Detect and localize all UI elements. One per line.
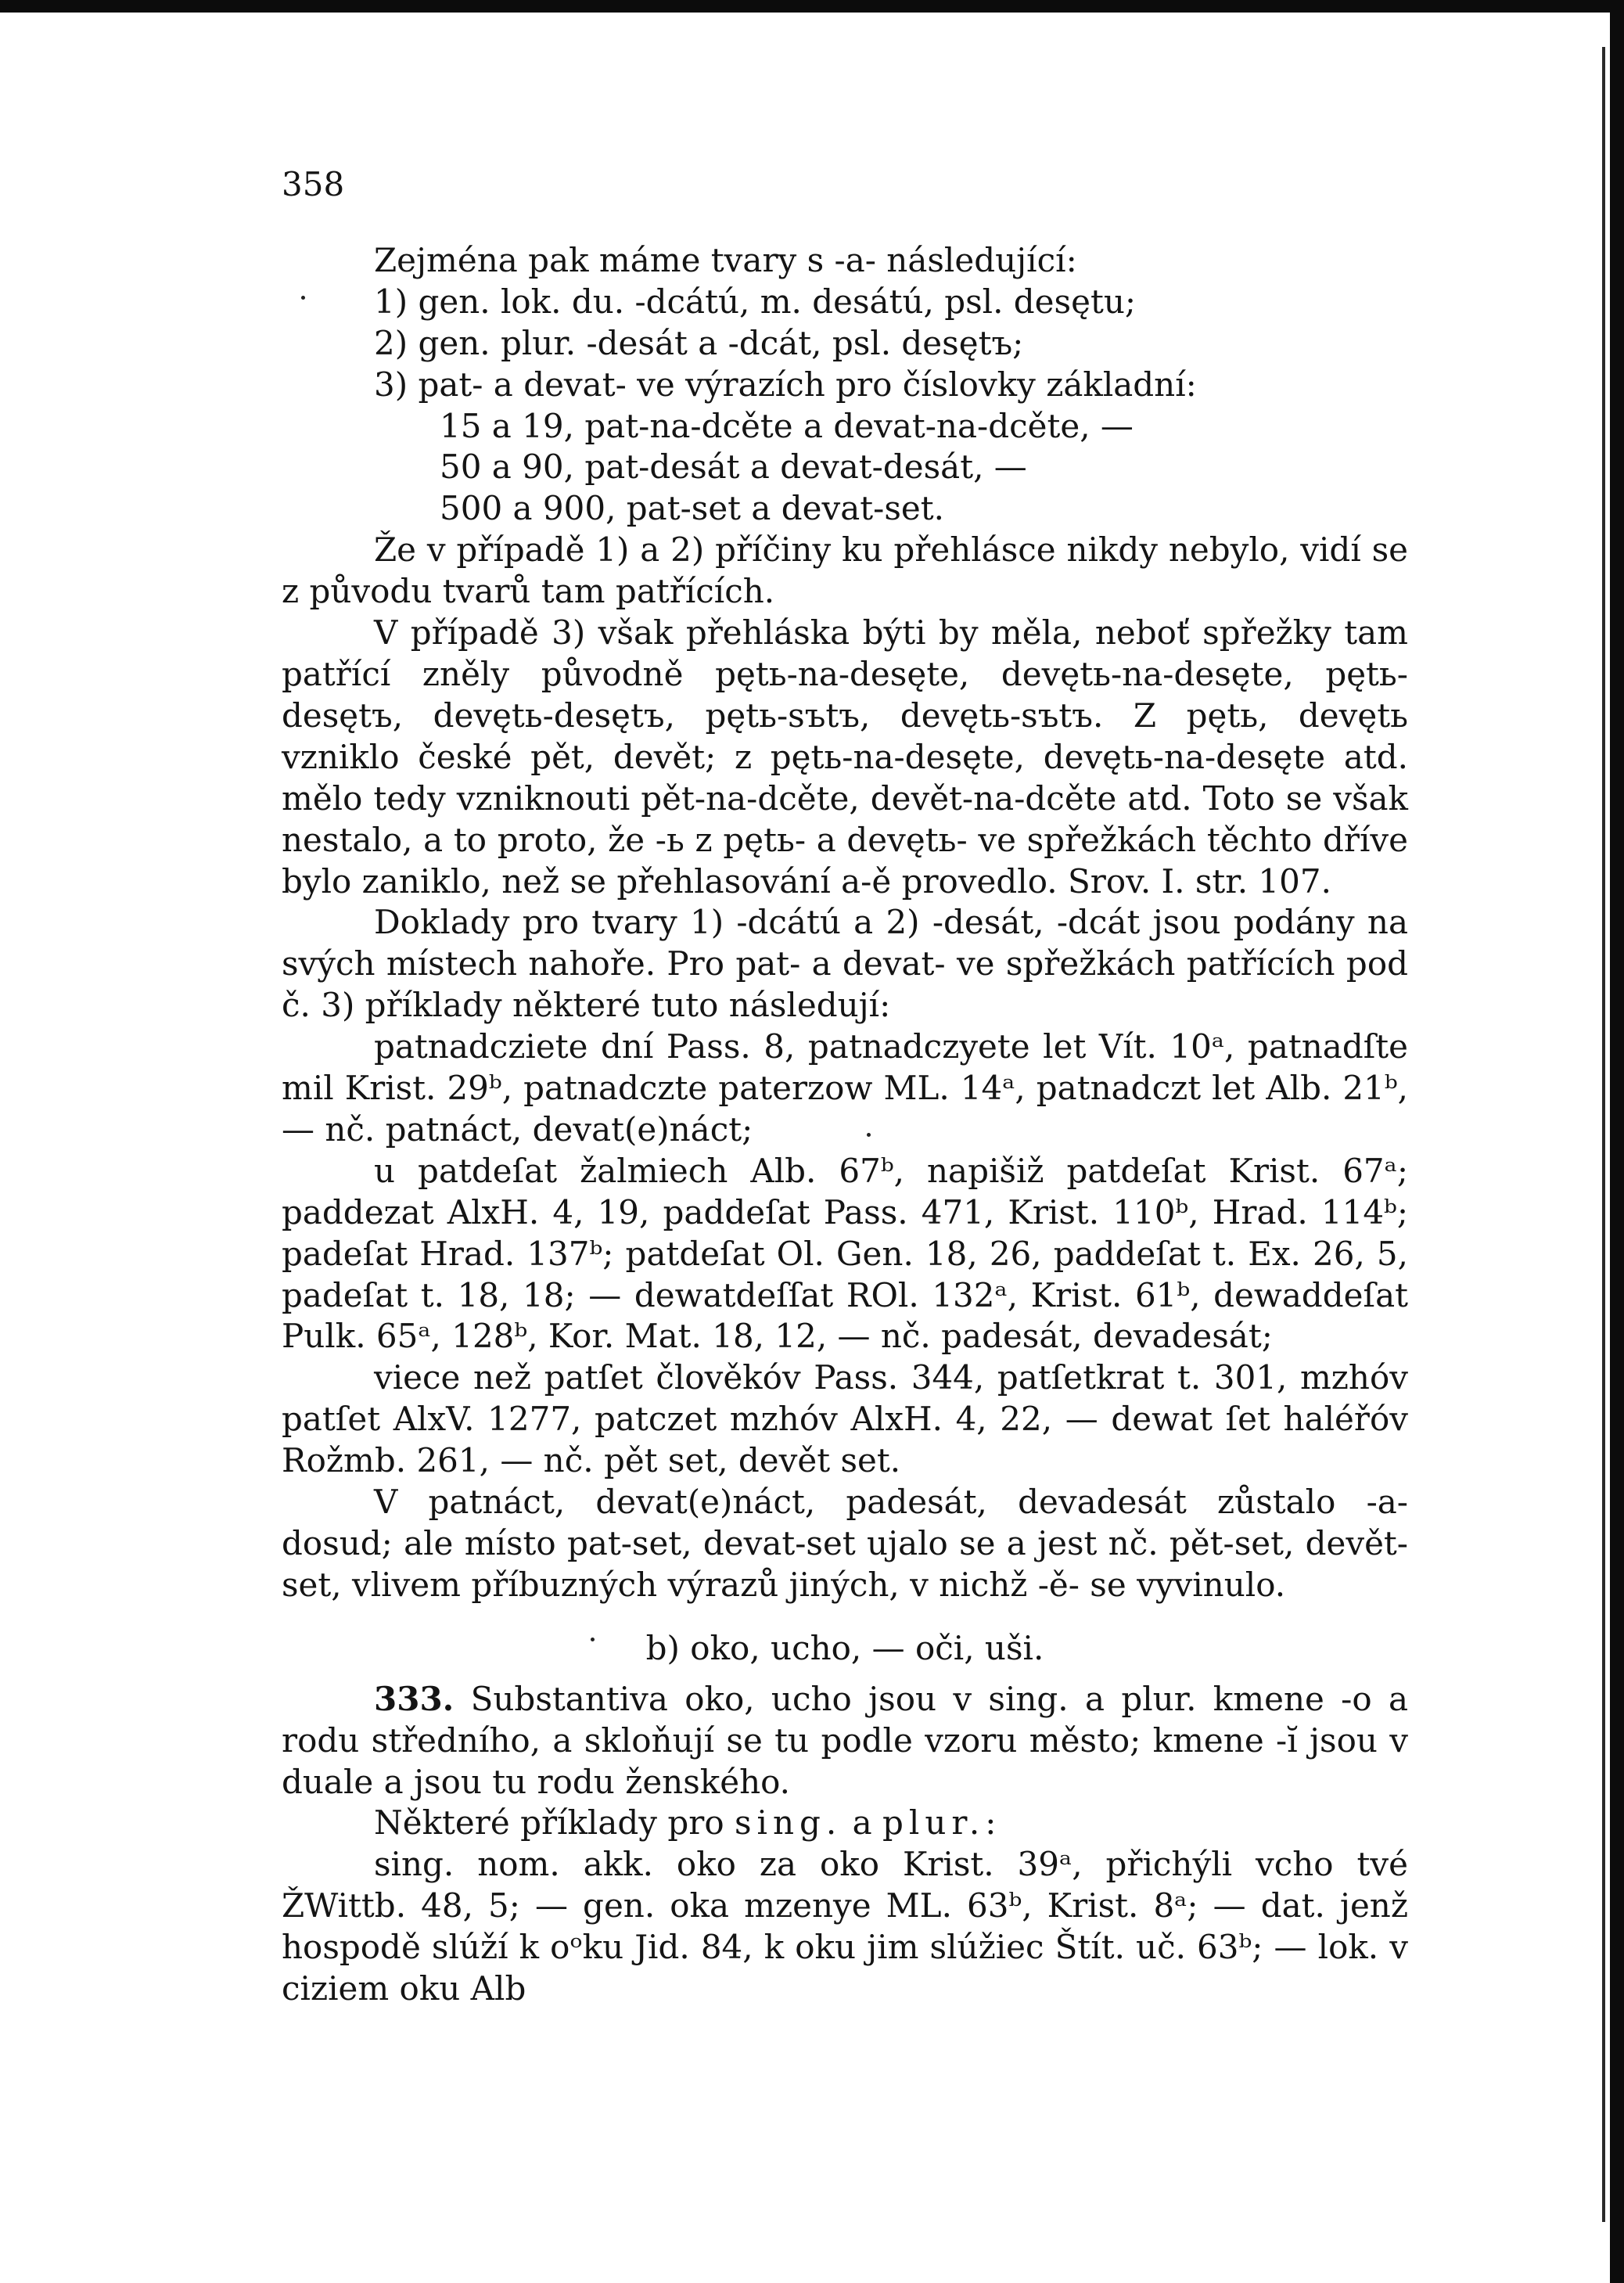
examples-padesat: u patdeſat žalmiech Alb. 67ᵇ, napišiž patdeſat Krist. 67ᵃ; paddezat AlxH. 4, 19, paddeſat Pass. 471, Krist. 110ᵇ, Hrad. 114ᵇ; padeſat Hrad. 137ᵇ; patdeſat Ol. Gen. 18, 26, paddeſat t. Ex. 26, 5, padeſat t. 18, 18; — dewatdeſſat ROl. 132ᵃ, Krist. 61ᵇ, dewaddeſat Pulk. 65ᵃ, 128ᵇ, Kor. Mat. 18, 12, — nč. padesát, devadesát; <box>282 1151 1408 1356</box>
sub-item-500-900: 500 a 900, pat-set a devat-set. <box>440 489 945 528</box>
examples-intro-and: a <box>852 1803 872 1843</box>
section-heading: b) oko, ucho, — oči, uši. <box>645 1628 1044 1667</box>
paragraph-case-3: V případě 3) však přehláska býti by měla, neboť spřežky tam patřící zněly původně pętь-na-desęte, devętь-na-desęte, pętь-desętъ, devętь-desętъ, pętь-sъtъ, devętь-sъtъ. Z pętь, devętь vzniklo české pět, devět; z pętь-na-desęte, devętь-na-desęte atd. mělo tedy vzniknouti pět-na-dcěte, devět-na-dcěte atd. Toto se však nestalo, a to proto, že -ь z pętь- a devętь- ve spřežkách těchto dříve bylo zaniklo, než se přehlasování a-ě provedlo. Srov. I. str. 107. <box>282 613 1408 901</box>
paragraph-conclusion: V patnáct, devat(e)náct, padesát, devadesát zůstalo -a- dosud; ale místo pat-set, devat-set ujalo se a jest nč. pět-set, devět-set, vlivem příbuzných výrazů jiných, v nichž -ě- se vyvinulo. <box>282 1483 1408 1604</box>
sub-item-50-90: 50 a 90, pat-desát a devat-desát, — <box>440 448 1027 487</box>
paragraph-333-text: Substantiva oko, ucho jsou v sing. a plur. kmene -o a rodu středního, a skloňují se tu podle vzoru město; kmene -ĭ jsou v duale a jsou tu rodu ženského. <box>282 1679 1408 1801</box>
book-page <box>282 164 1408 2010</box>
paragraph-number: 333. <box>374 1679 455 1718</box>
examples-pet-set: viece než patſet člověkóv Pass. 344, patſetkrat t. 301, mzhóv patſet AlxV. 1277, patczet mzhóv AlxH. 4, 22, — dewat ſet haléřóv Rožmb. 261, — nč. pět set, devět set. <box>282 1358 1408 1480</box>
spaced-plur: plur. <box>882 1803 986 1843</box>
paragraph-333 <box>282 1679 1408 1803</box>
list-item-3: 3) pat- a devat- ve výrazích pro číslovky základní: <box>374 365 1197 404</box>
examples-patnact: patnadcziete dní Pass. 8, patnadczyete let Vít. 10ᵃ, patnadſte mil Krist. 29ᵇ, patnadczte paterzow ML. 14ᵃ, patnadczt let Alb. 21ᵇ, — nč. patnáct, devat(e)náct; <box>282 1027 1408 1149</box>
examples-intro <box>282 1803 1408 1844</box>
list-item-2: 2) gen. plur. -desát a -dcát, psl. desętъ; <box>374 323 1024 362</box>
examples-sing: sing. nom. akk. oko za oko Krist. 39ᵃ, přichýli vcho tvé ŽWittb. 48, 5; — gen. oka mzenye ML. 63ᵇ, Krist. 8ᵃ; — dat. jenž hospodě slúží k oᵒku Jid. 84, k oku jim slúžiec Štít. uč. 63ᵇ; — lok. v ciziem oku Alb <box>282 1845 1408 2008</box>
examples-intro-text: Některé příklady pro <box>374 1803 724 1843</box>
page-number: 358 <box>282 165 345 203</box>
spaced-sing: sing. <box>734 1803 843 1843</box>
list-item-1: 1) gen. lok. du. -dcátú, m. desátú, psl. desętu; <box>374 282 1137 321</box>
scan-border-shadow <box>1602 47 1605 2222</box>
scan-border-right <box>1610 0 1624 2283</box>
intro-line: Zejména pak máme tvary s -a- následující: <box>374 240 1077 279</box>
paragraph-evidence: Doklady pro tvary 1) -dcátú a 2) -desát, -dcát jsou podány na svých místech nahoře. Pro pat- a devat- ve spřežkách patřících pod č. 3) příklady některé tuto následují: <box>282 903 1408 1025</box>
scan-border-top <box>0 0 1624 13</box>
examples-intro-colon: : <box>985 1803 997 1843</box>
paragraph-no-umlaut: Že v případě 1) a 2) příčiny ku přehlásce nikdy nebylo, vidí se z původu tvarů tam patřících. <box>282 530 1408 611</box>
sub-item-15-19: 15 a 19, pat-na-dcěte a devat-na-dcěte, — <box>440 406 1134 445</box>
